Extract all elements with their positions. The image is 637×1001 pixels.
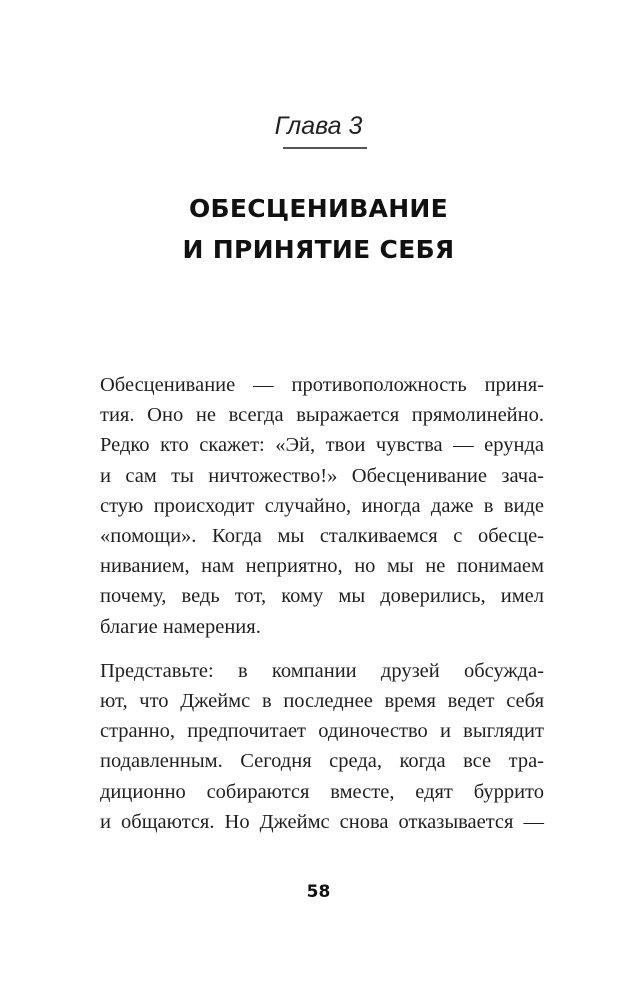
body-text — [100, 370, 544, 851]
text-line: почему, ведь тот, кому мы доверились, имел — [100, 585, 544, 608]
chapter-divider — [283, 147, 367, 149]
page-number: 58 — [306, 882, 331, 902]
paragraph — [100, 656, 544, 837]
text-line: стую происходит случайно, иногда даже в виде — [100, 494, 544, 517]
text-line: странно, предпочитает одиночество и выглядит — [100, 720, 544, 743]
chapter-title-line: ОБЕСЦЕНИВАНИЕ — [188, 194, 449, 223]
paragraph — [100, 370, 544, 642]
text-line: подавленным. Сегодня среда, когда все тра- — [100, 750, 544, 773]
chapter-title — [0, 188, 637, 270]
text-line: Редко кто скажет: «Эй, твои чувства — ерунда — [100, 434, 544, 457]
text-line: диционно собираются вместе, едят буррито — [100, 780, 544, 803]
text-line: «помощи». Когда мы сталкиваемся с обесце- — [100, 525, 544, 548]
text-line: Обесценивание — противоположность приня- — [100, 374, 544, 396]
text-line: благие намерения. — [100, 615, 261, 638]
chapter-title-line: И ПРИНЯТИЕ СЕБЯ — [182, 235, 455, 264]
text-line: и общаются. Но Джеймс снова отказывается — — [100, 810, 544, 833]
text-line: Представьте: в компании друзей обсужда- — [100, 659, 544, 682]
text-line: ниванием, нам неприятно, но мы не понимаем — [100, 555, 544, 578]
chapter-label: Глава 3 — [274, 112, 363, 140]
text-line: и сам ты ничтожество!» Обесценивание зача- — [100, 464, 544, 487]
text-line: ют, что Джеймс в последнее время ведет себя — [100, 690, 544, 713]
text-line: тия. Оно не всегда выражается прямолинейно. — [100, 404, 544, 427]
